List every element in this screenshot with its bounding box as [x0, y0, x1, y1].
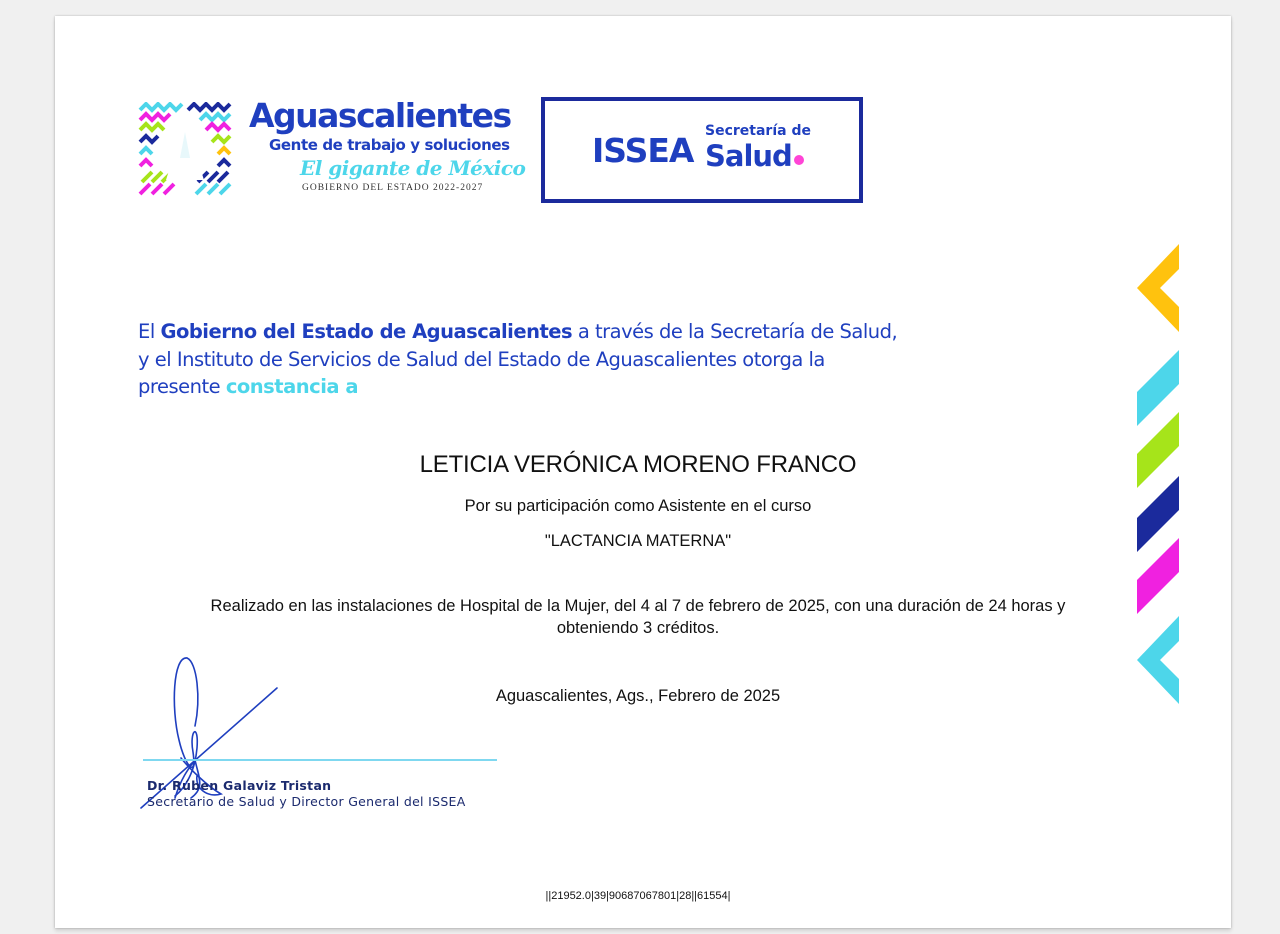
intro-bold: Gobierno del Estado de Aguascalientes: [160, 320, 573, 343]
issea-logo: [541, 97, 863, 203]
realizado-text: Realizado en las instalaciones de Hospital de la Mujer, del 4 al 7 de febrero de 2025, con una duración de 24 horas y obteniendo 3 créditos.: [210, 597, 1066, 637]
salud-dot-icon: [794, 155, 804, 165]
intro-part2: a través de la Secretaría de Salud, y el Instituto de Servicios de Salud del Estado de Aguascalientes otorga la presente: [138, 320, 898, 398]
decorative-stripes-icon: [1135, 244, 1181, 704]
recipient-name: LETICIA VERÓNICA MORENO FRANCO: [419, 451, 857, 478]
aguascalientes-government: GOBIERNO DEL ESTADO 2022-2027: [302, 183, 484, 193]
footer-code: ||21952.0|39|90687067801|28||61554|: [545, 890, 731, 902]
place-date: Aguascalientes, Ags., Febrero de 2025: [495, 687, 781, 705]
aguascalientes-subtitle: Gente de trabajo y soluciones: [269, 136, 510, 154]
secretaria-label: Secretaría de: [705, 123, 811, 139]
course-title: "LACTANCIA MATERNA": [544, 532, 732, 550]
salud-text: Salud: [705, 139, 792, 173]
signature-line: [143, 759, 497, 761]
aguascalientes-logo: [138, 96, 526, 212]
intro-highlight: constancia a: [225, 375, 358, 398]
salud-label: [705, 139, 804, 173]
signer-title: Secretario de Salud y Director General del ISSEA: [147, 794, 466, 809]
signer-name: Dr. Rúben Galaviz Tristan: [147, 778, 332, 793]
issea-acronym: ISSEA: [592, 131, 694, 170]
aguascalientes-slogan: El gigante de México: [300, 156, 526, 180]
aguascalientes-title: Aguascalientes: [249, 96, 511, 135]
intro-part1: El: [138, 320, 161, 343]
intro-paragraph: [138, 318, 898, 401]
participation-text: Por su participación como Asistente en el curso: [464, 497, 812, 515]
aguascalientes-emblem-icon: [138, 102, 232, 196]
certificate-page: [55, 16, 1231, 928]
